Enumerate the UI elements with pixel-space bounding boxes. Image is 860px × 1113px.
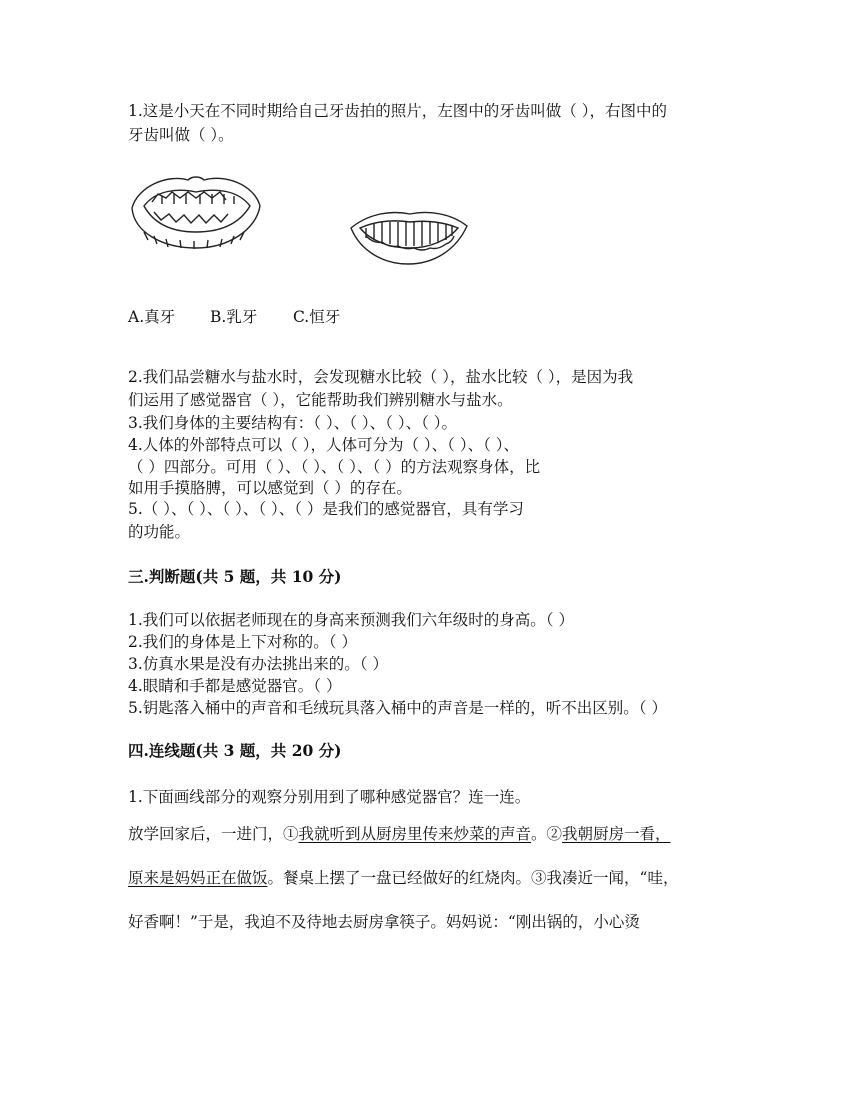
option-c: C.恒牙 bbox=[293, 308, 341, 326]
section4-heading: 四.连线题(共 3 题，共 20 分) bbox=[128, 741, 342, 760]
q1-text-line2: 牙齿叫做（ ）。 bbox=[128, 126, 234, 144]
q1-text-line1: 1.这是小天在不同时期给自己牙齿拍的照片，左图中的牙齿叫做（ ），右图中的 bbox=[128, 102, 667, 120]
underlined-seeing-part1: 我朝厨房一看， bbox=[562, 825, 671, 843]
judge-item-4: 4.眼睛和手都是感觉器官。（ ） bbox=[128, 677, 342, 695]
passage-line-2 bbox=[128, 868, 678, 888]
passage-text: 放学回家后，一进门，① bbox=[128, 825, 299, 843]
baby-teeth-mouth-image bbox=[128, 168, 263, 254]
option-b: B.乳牙 bbox=[210, 308, 258, 326]
section3-heading: 三.判断题(共 5 题，共 10 分) bbox=[128, 567, 342, 586]
option-a: A.真牙 bbox=[128, 308, 176, 326]
judge-item-5: 5.钥匙落入桶中的声音和毛绒玩具落入桶中的声音是一样的，听不出区别。（ ） bbox=[128, 699, 667, 717]
passage-text: 。② bbox=[531, 825, 563, 843]
permanent-teeth-mouth-image bbox=[348, 206, 470, 268]
judge-item-2: 2.我们的身体是上下对称的。（ ） bbox=[128, 633, 357, 651]
q2-line1: 2.我们品尝糖水与盐水时，会发现糖水比较（ ），盐水比较（ ），是因为我 bbox=[128, 368, 634, 386]
underlined-hearing: 我就听到从厨房里传来炒菜的声音 bbox=[298, 825, 532, 843]
q4-line1: 4.人体的外部特点可以（ ），人体可分为（ ）、（ ）、（ ）、 bbox=[128, 436, 519, 454]
judge-item-1: 1.我们可以依据老师现在的身高来预测我们六年级时的身高。（ ） bbox=[128, 611, 574, 629]
q4-line3: 如用手摸胳膊，可以感觉到（ ）的存在。 bbox=[128, 479, 412, 497]
matching-q1-prompt: 1.下面画线部分的观察分别用到了哪种感觉器官？连一连。 bbox=[128, 788, 531, 806]
q5-line2: 的功能。 bbox=[128, 523, 191, 541]
passage-line-1 bbox=[128, 824, 671, 844]
passage-line-3: 好香啊！”于是，我迫不及待地去厨房拿筷子。妈妈说：“刚出锅的，小心烫 bbox=[128, 913, 640, 931]
q2-line2: 们运用了感觉器官（ ），它能帮助我们辨别糖水与盐水。 bbox=[128, 391, 513, 409]
q5-line1: 5.（ ）、（ ）、（ ）、（ ）、（ ）是我们的感觉器官，具有学习 bbox=[128, 500, 524, 518]
q3-line: 3.我们身体的主要结构有：（ ）、（ ）、（ ）、（ ）。 bbox=[128, 414, 457, 432]
passage-text: 。餐桌上摆了一盘已经做好的红烧肉。③我凑近一闻，“哇， bbox=[267, 869, 679, 887]
q4-line2: （ ）四部分。可用（ ）、（ ）、（ ）、（ ）的方法观察身体，比 bbox=[128, 458, 541, 476]
underlined-seeing-part2: 原来是妈妈正在做饭 bbox=[128, 869, 268, 887]
judge-item-3: 3.仿真水果是没有办法挑出来的。（ ） bbox=[128, 655, 388, 673]
